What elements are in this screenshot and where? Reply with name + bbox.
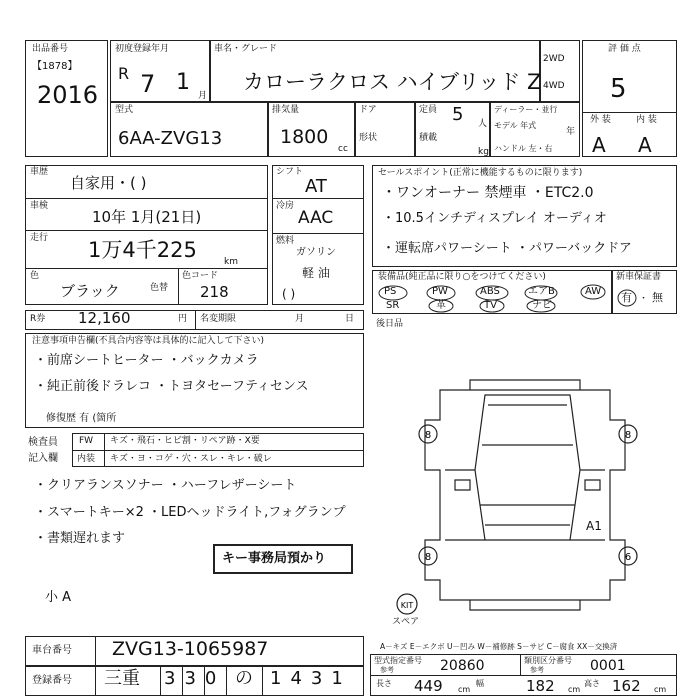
tire-rr-depth: 6 <box>624 552 632 563</box>
score-value: 5 <box>610 74 627 104</box>
inspection-label: 車検 <box>30 201 49 211</box>
equip-sr: SR <box>386 300 400 311</box>
repair-history-label: 修復歴 有 (箇所 <box>46 413 117 424</box>
reg-label: 登録番号 <box>32 675 72 686</box>
equip-ps: PS <box>384 286 397 297</box>
reg-number: 1431 <box>270 668 352 689</box>
notes-line-2: ・純正前後ドラレコ ・トヨタセーフティセンス <box>34 379 309 394</box>
cc-unit: cc <box>338 144 348 154</box>
selling-point-1: ・ワンオーナー 禁煙車 ・ETC2.0 <box>382 185 594 201</box>
drive-4wd: 4WD <box>543 81 565 91</box>
first-reg-label: 初度登録年月 <box>115 44 170 54</box>
month-unit: 月 <box>295 314 305 324</box>
notes-line-1: ・前席シートヒーター ・バックカメラ <box>34 353 259 368</box>
inspector-small: 小 A <box>45 590 72 605</box>
drive-2wd: 2WD <box>543 54 565 64</box>
equip-navi: ナビ <box>532 300 552 311</box>
fuel-light-oil: 軽 油 <box>302 266 330 280</box>
inspection-value: 10年 1月(21日) <box>92 208 202 226</box>
color-code-label: 色コード <box>182 271 219 281</box>
length-label: 長さ <box>376 679 392 688</box>
selling-point-2: ・10.5インチディスプレイ オーディオ <box>382 211 607 226</box>
spare-label: スペア <box>392 617 420 627</box>
history-label: 車歴 <box>30 167 49 177</box>
model-year: 2016 <box>37 81 99 109</box>
type-designation-value: 20860 <box>440 658 485 674</box>
tire-rl-depth: 8 <box>424 552 432 563</box>
type-designation-ref: 参考 <box>380 666 394 674</box>
first-reg-era: R <box>118 64 130 83</box>
category-label: 類別区分番号 <box>524 656 572 665</box>
length-unit: cm <box>458 685 471 694</box>
color-code-value: 218 <box>200 283 229 301</box>
name-change-label: 名変期限 <box>200 314 237 324</box>
lot-no-label: 出品番号 <box>32 44 69 54</box>
width-unit: cm <box>568 685 581 694</box>
car-name: カローラクロス ハイブリッド Z <box>243 70 542 94</box>
warranty-label: 新車保証書 <box>616 272 662 282</box>
type-label: 型式 <box>115 105 134 115</box>
interior-check-items: キズ・ヨ・コゲ・穴・スレ・キレ・破レ <box>110 454 272 464</box>
interior-label: 内 装 <box>636 115 657 125</box>
color-swap-label: 色替 <box>150 283 169 293</box>
door-label: ドア <box>359 105 377 115</box>
mileage-label: 走行 <box>30 233 49 243</box>
color-value: ブラック <box>60 282 120 300</box>
selling-points-label: セールスポイント(正常に機能するものに限ります) <box>378 168 583 178</box>
equip-airbag: エアB <box>528 286 555 297</box>
inspector-label-1: 検査員 <box>28 437 58 448</box>
tire-fl-depth: 8 <box>424 430 432 441</box>
ac-label: 冷房 <box>276 201 295 211</box>
load-label: 積載 <box>419 133 438 143</box>
handle-label: ハンドル 左・右 <box>494 144 553 153</box>
height-unit: cm <box>654 685 667 694</box>
shift-value: AT <box>305 176 327 197</box>
model-year-label: モデル 年式 <box>494 121 537 130</box>
equip-leather: 革 <box>436 300 446 311</box>
warranty-no: 無 <box>652 291 663 304</box>
interior-check-label: 内装 <box>77 454 96 464</box>
inspector-line-3: ・書類遅れます <box>34 531 126 546</box>
mileage-value: 1万4千225 <box>88 238 197 262</box>
width-value: 182 <box>526 677 555 695</box>
chassis-label: 車台番号 <box>32 645 72 656</box>
warranty-dot: ・ <box>639 294 649 304</box>
capacity-label: 定員 <box>419 105 438 115</box>
capacity-value: 5 <box>452 104 464 125</box>
key-office-stamp-text: キー事務局預かり <box>222 551 327 566</box>
chassis-value: ZVG13-1065987 <box>112 638 269 660</box>
type-value: 6AA-ZVG13 <box>118 128 223 149</box>
first-reg-month: 1 <box>176 70 190 95</box>
warranty-yes: 有 <box>621 291 632 304</box>
first-reg-year: 7 <box>140 70 156 98</box>
day-unit: 日 <box>345 314 355 324</box>
fuel-paren: ( ) <box>282 287 296 301</box>
equipment-label: 装備品(純正品に限り○をつけてください) <box>378 272 546 282</box>
inspector-line-2: ・スマートキー×2 ・LEDヘッドライト,フォグランプ <box>34 505 346 520</box>
yen-unit: 円 <box>178 314 188 324</box>
category-ref: 参考 <box>530 666 544 674</box>
exterior-grade: A <box>592 133 606 157</box>
ac-value: AAC <box>298 208 334 228</box>
inspector-line-1: ・クリアランスソナー ・ハーフレザーシート <box>34 478 297 493</box>
height-value: 162 <box>612 677 641 695</box>
lot-no: 【1878】 <box>32 61 78 72</box>
history-value: 自家用・( ) <box>70 174 147 192</box>
width-label: 幅 <box>476 679 484 688</box>
car-name-label: 車名・グレード <box>214 44 278 54</box>
selling-point-3: ・運転席パワーシート ・パワーバックドア <box>382 241 632 256</box>
spare-kit-text: KIT <box>400 601 414 610</box>
notes-header: 注意事項申告欄(不具合内容等は具体的に記入して下さい) <box>32 336 265 346</box>
score-label: 評 価 点 <box>608 44 641 54</box>
interior-grade: A <box>638 133 652 157</box>
recycle-value: 12,160 <box>78 309 131 327</box>
reg-class: 330 <box>164 668 226 689</box>
after-items-label: 後日品 <box>376 319 404 329</box>
shift-label: シフト <box>276 167 304 177</box>
reg-region: 三重 <box>104 668 140 689</box>
displacement-label: 排気量 <box>272 105 300 115</box>
dealer-label: ディーラー・並行 <box>494 105 558 114</box>
damage-mark-a1: A1 <box>586 519 602 533</box>
category-value: 0001 <box>590 658 626 674</box>
kg-unit: kg <box>478 147 489 157</box>
first-reg-month-unit: 月 <box>198 91 208 101</box>
fw-items: キズ・飛石・ヒビ割・リペア跡・X要 <box>110 436 260 446</box>
reg-kana: の <box>235 668 253 689</box>
km-unit: km <box>224 257 238 267</box>
length-value: 449 <box>414 677 443 695</box>
inspector-label-2: 記入欄 <box>28 453 58 464</box>
recycle-label: R券 <box>30 314 46 324</box>
fw-label: FW <box>79 436 94 446</box>
displacement-value: 1800 <box>280 126 329 148</box>
fuel-label: 燃料 <box>276 236 295 246</box>
shape-label: 形状 <box>359 133 378 143</box>
fuel-value: ガソリン <box>296 247 336 258</box>
equip-tv: TV <box>484 300 497 311</box>
tire-fr-depth: 8 <box>624 430 632 441</box>
year-unit: 年 <box>566 127 576 137</box>
exterior-label: 外 装 <box>590 115 611 125</box>
person-unit: 人 <box>478 119 488 129</box>
type-designation-label: 型式指定番号 <box>374 656 422 665</box>
equip-aw: AW <box>585 286 602 297</box>
color-label: 色 <box>30 271 40 281</box>
equip-abs: ABS <box>480 286 500 297</box>
height-label: 高さ <box>584 679 600 688</box>
equip-pw: PW <box>432 286 448 297</box>
damage-legend: A－キズ E－エクボ U－凹み W－補修跡 S－サビ C－腐食 XX－交換済 <box>380 642 618 651</box>
